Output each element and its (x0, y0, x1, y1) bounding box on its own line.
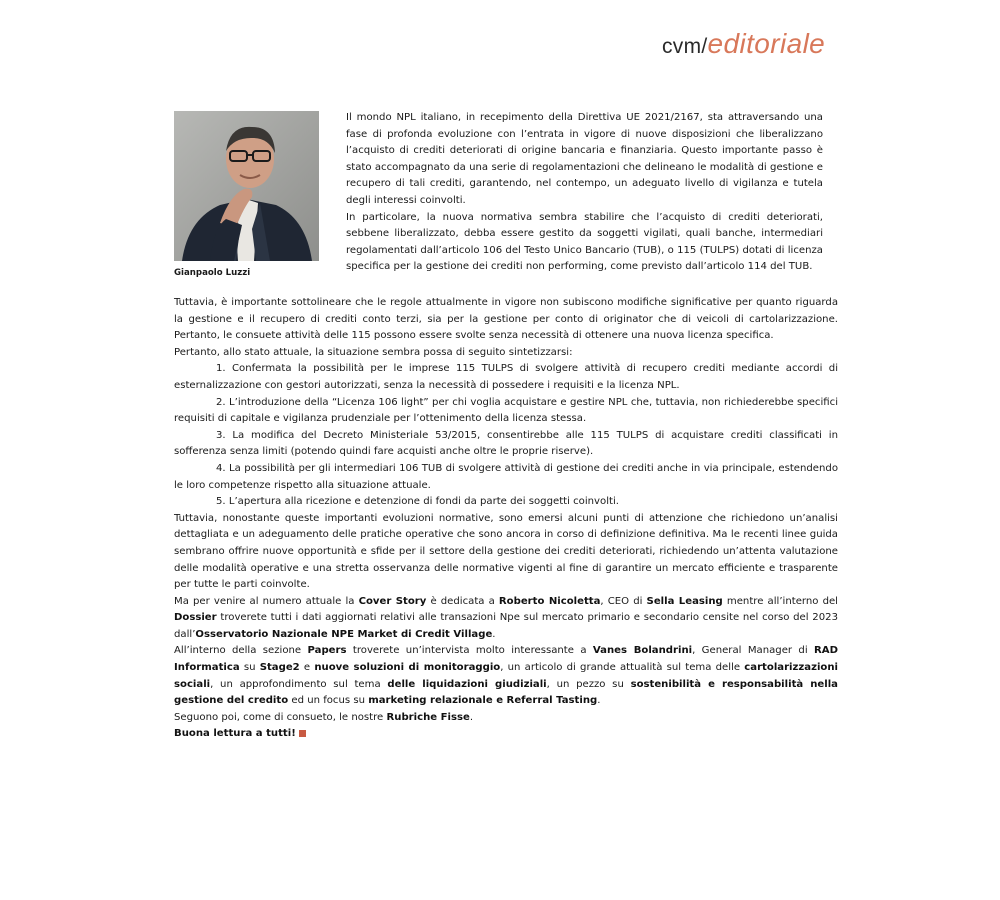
author-portrait-photo (174, 111, 319, 261)
bold-text: nuove soluzioni di monitoraggio (314, 662, 501, 674)
text-run: , CEO di (600, 595, 647, 607)
section-title: editoriale (707, 28, 826, 59)
text-run: . (492, 628, 496, 640)
intro-paragraph: Il mondo NPL italiano, in recepimento della Direttiva UE 2021/2167, sta attraversando una fase di profonda evoluzione con l’entrata in vigore di nuove disposizioni che liberalizzano l’acquisto di crediti deteriorati di origine bancaria e finanziaria. Questo importante passo è stato accompagnato da una serie di regolamentazioni che delineano le modalità di gestione e recupero di tali crediti, garantendo, nel contempo, un adeguato livello di vigilanza e tutela degli interessi coinvolti. (346, 112, 823, 206)
bold-text: Dossier (174, 612, 217, 624)
text-run: su (239, 662, 260, 674)
text-run: Ma per venire al numero attuale la (174, 595, 359, 607)
closing-text: Buona lettura a tutti! (174, 728, 296, 740)
bold-text: Rubriche Fisse (386, 711, 470, 723)
bold-text: Papers (307, 645, 347, 657)
bold-text: marketing relazionale e Referral Tasting (368, 695, 598, 707)
photo-caption: Gianpaolo Luzzi (174, 268, 251, 278)
bold-text: RAD Informatica (174, 645, 838, 674)
bold-text: sostenibilità e responsabilità nella gestione del credito (174, 678, 838, 707)
masthead (662, 28, 942, 60)
list-item: 5. L’apertura alla ricezione e detenzione di fondi da parte dei soggetti coinvolti. (216, 496, 619, 508)
text-run: è dedicata a (426, 595, 499, 607)
text-run: Seguono poi, come di consueto, le nostre (174, 711, 387, 723)
list-item: 3. La modifica del Decreto Ministeriale 53/2015, consentirebbe alle 115 TULPS di acquistare crediti classificati in sofferenza senza limiti (potendo quindi fare acquisti anche oltre le proprie riserve). (174, 429, 838, 458)
bold-text: Stage2 (259, 662, 300, 674)
bold-text: Cover Story (358, 595, 427, 607)
bold-text: Osservatorio Nazionale NPE Market di Credit Village (195, 628, 493, 640)
intro-text-column (346, 110, 823, 276)
text-run: , un articolo di grande attualità sul tema delle (500, 662, 745, 674)
text-run: mentre all’interno del (722, 595, 838, 607)
text-run: , un approfondimento sul tema (210, 678, 388, 690)
body-paragraph-cover-story (174, 594, 838, 644)
article-body (174, 295, 838, 743)
text-run: . (469, 711, 474, 723)
intro-paragraph: In particolare, la nuova normativa sembra stabilire che l’acquisto di crediti deteriorati, sebbene liberalizzato, debba essere gestito da soggetti vigilati, quali banche, intermediari regolamentati dall’articolo 106 del Testo Unico Bancario (TUB), o 115 (TULPS) dotati di licenza specifica per la gestione dei crediti non performing, come previsto dall’articolo 114 del TUB. (346, 211, 823, 273)
text-run: troverete tutti i dati aggiornati relativi alle transazioni Npe sul mercato primario e secondario censite nel corso del 2023 dall’ (174, 612, 838, 640)
bold-text: Roberto Nicoletta (498, 595, 601, 607)
text-run: troverete un’intervista molto interessante a (346, 645, 593, 657)
body-paragraph: Tuttavia, nonostante queste importanti evoluzioni normative, sono emersi alcuni punti di attenzione che richiedono un’analisi dettagliata e un adeguamento delle pratiche operative che sono ancora in corso di definizione definitiva. Ma le recenti linee guida sembrano offrire nuove opportunità e sfide per il settore della gestione dei crediti deteriorati, richiedendo un’attenta valutazione delle modalità operative e una stretta osservanza delle normative vigenti al fine di garantire un mercato efficiente e trasparente per tutte le parti coinvolte. (174, 512, 838, 591)
text-run: , General Manager di (692, 645, 815, 657)
closing-line (174, 726, 838, 743)
portrait-illustration (174, 111, 319, 261)
end-mark-icon (299, 730, 306, 737)
body-paragraph: Pertanto, allo stato attuale, la situazione sembra possa di seguito sintetizzarsi: (174, 346, 573, 358)
list-item: 4. La possibilità per gli intermediari 106 TUB di svolgere attività di gestione dei crediti anche in via principale, estendendo le loro competenze rispetto alla situazione attuale. (174, 462, 838, 491)
list-item: 2. L’introduzione della “Licenza 106 light” per chi voglia acquistare e gestire NPL che, tuttavia, non richiederebbe specifici requisiti di capitale e vigilanza prudenziale per l’ottenimento della licenza stessa. (174, 396, 838, 425)
text-run: , un pezzo su (546, 678, 631, 690)
body-paragraph-papers (174, 643, 838, 709)
body-paragraph: Tuttavia, è importante sottolineare che le regole attualmente in vigore non subiscono modifiche significative per quanto riguarda la gestione e il recupero di crediti conto terzi, sia per la gestione per conto di originator che di veicoli di cartolarizzazione. Pertanto, le consuete attività delle 115 possono essere svolte senza necessità di ottenere una nuova licenza specifica. (174, 297, 838, 342)
text-run: e (299, 662, 315, 674)
body-paragraph-rubriche (174, 710, 838, 727)
magazine-brand: cvm/ (662, 35, 708, 58)
bold-text: delle liquidazioni giudiziali (387, 678, 547, 690)
text-run: . (597, 695, 601, 707)
text-run: ed un focus su (288, 695, 369, 707)
list-item: 1. Confermata la possibilità per le imprese 115 TULPS di svolgere attività di recupero crediti mediante accordi di esternalizzazione con gestori autorizzati, senza la necessità di possedere i requisiti e la licenza NPL. (174, 363, 838, 391)
bold-text: Sella Leasing (646, 595, 723, 607)
text-run: All’interno della sezione (174, 645, 308, 657)
bold-text: Vanes Bolandrini (592, 645, 693, 657)
bold-text: cartolarizzazioni sociali (174, 662, 838, 690)
